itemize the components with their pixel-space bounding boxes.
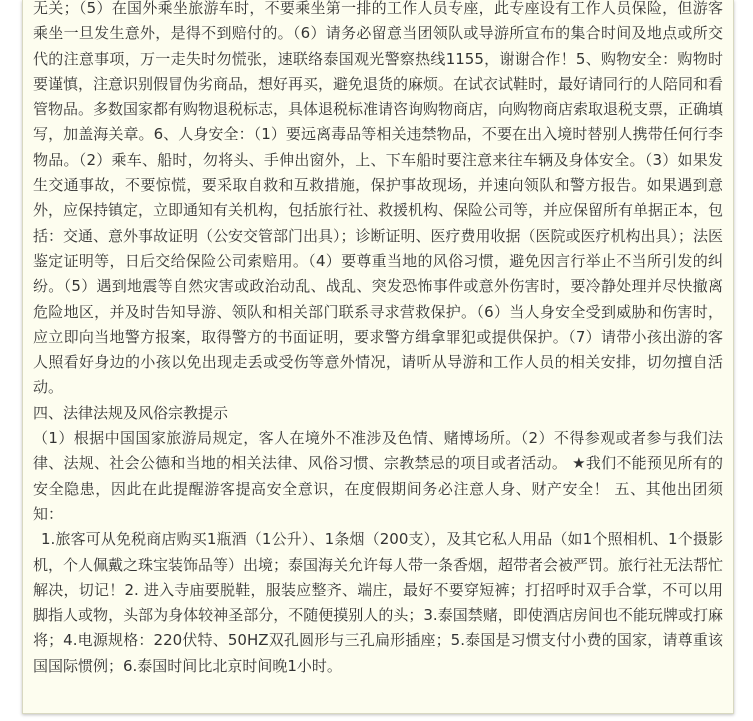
travel-notes-paragraph: 1.旅客可从免税商店购买1瓶酒（1公升）、1条烟（200支），及其它私人用品（如1个照相机、1个摄影机，个人佩戴之珠宝装饰品等）出境；泰国海关允许每人带一条香烟，超带者会被严罚。旅行社无法帮忙解决，切记！2. 进入寺庙要脱鞋，服装应整齐、端庄，最好不要穿短裤；打招呼时双手合掌，不可以用脚指人或物，头部为身体较神圣部分，不随便摸别人的头；3.泰国禁赌，即使酒店房间也不能玩牌或打麻将；4.电源规格：220伏特、50HZ双孔圆形与三孔扁形插座；5.泰国是习惯支付小费的国家，请尊重该国国际惯例；6.泰国时间比北京时间晚1小时。	[33, 530, 724, 675]
safety-tips-paragraph: 无关；（5）在国外乘坐旅游车时，不要乘坐第一排的工作人员专座，此专座设有工作人员保险，但游客乘坐一旦发生意外，是得不到赔付的。（6）请务必留意当团领队或导游所宣布的集合时间及地点或所交代的注意事项，万一走失时勿慌张，速联络泰国观光警察热线1155，谢谢合作！5、购物安全：购物时要谨慎，注意识别假冒伪劣商品，想好再买，避免退货的麻烦。在试衣试鞋时，最好请同行的人陪同和看管物品。多数国家都有购物退税标志，具体退税标准请咨询购物商店，向购物商店索取退税支票，正确填写，加盖海关章。6、人身安全：（1）要远离毒品等相关违禁物品，不要在出入境时替别人携带任何行李物品。（2）乘车、船时，勿将头、手伸出窗外，上、下车船时要注意来往车辆及身体安全。（3）如果发生交通事故，不要惊慌，要采取自救和互救措施，保护事故现场，并速向领队和警方报告。如果遇到意外，应保持镇定，立即通知有关机构，包括旅行社、救援机构、保险公司等，并应保留所有单据正本，包括：交通、意外事故证明（公安交管部门出具）；诊断证明、医疗费用收据（医院或医疗机构出具）；法医鉴定证明等，日后交给保险公司索赔用。（4）要尊重当地的风俗习惯，避免因言行举止不当所引发的纠纷。（5）遇到地震等自然灾害或政治动乱、战乱、突发恐怖事件或意外伤害时，要冷静处理并尽快撤离危险地区，并及时告知导游、领队和相关部门联系寻求营救保护。（6）当人身安全受到威胁和伤害时，应立即向当地警方报案，取得警方的书面证明，要求警方缉拿罪犯或提供保护。（7）请带小孩出游的客人照看好身边的小孩以免出现走丢或受伤等意外情况，请听从导游和工作人员的相关安排，切勿擅自活动。	[33, 0, 724, 397]
article-body	[33, 0, 723, 679]
content-panel	[22, 0, 734, 714]
laws-customs-paragraph: （1）根据中国国家旅游局规定，客人在境外不准涉及色情、赌博场所。（2）不得参观或者参与我们法律、法规、社会公德和当地的相关法律、风俗习惯、宗教禁忌的项目或者活动。 ★我们不能预见所有的安全隐患，因此在此提醒游客提高安全意识，在度假期间务必注意人身、财产安全！ 五、其他出团须知：	[33, 429, 723, 523]
section-heading-laws-customs: 四、法律法规及风俗宗教提示	[33, 403, 229, 422]
